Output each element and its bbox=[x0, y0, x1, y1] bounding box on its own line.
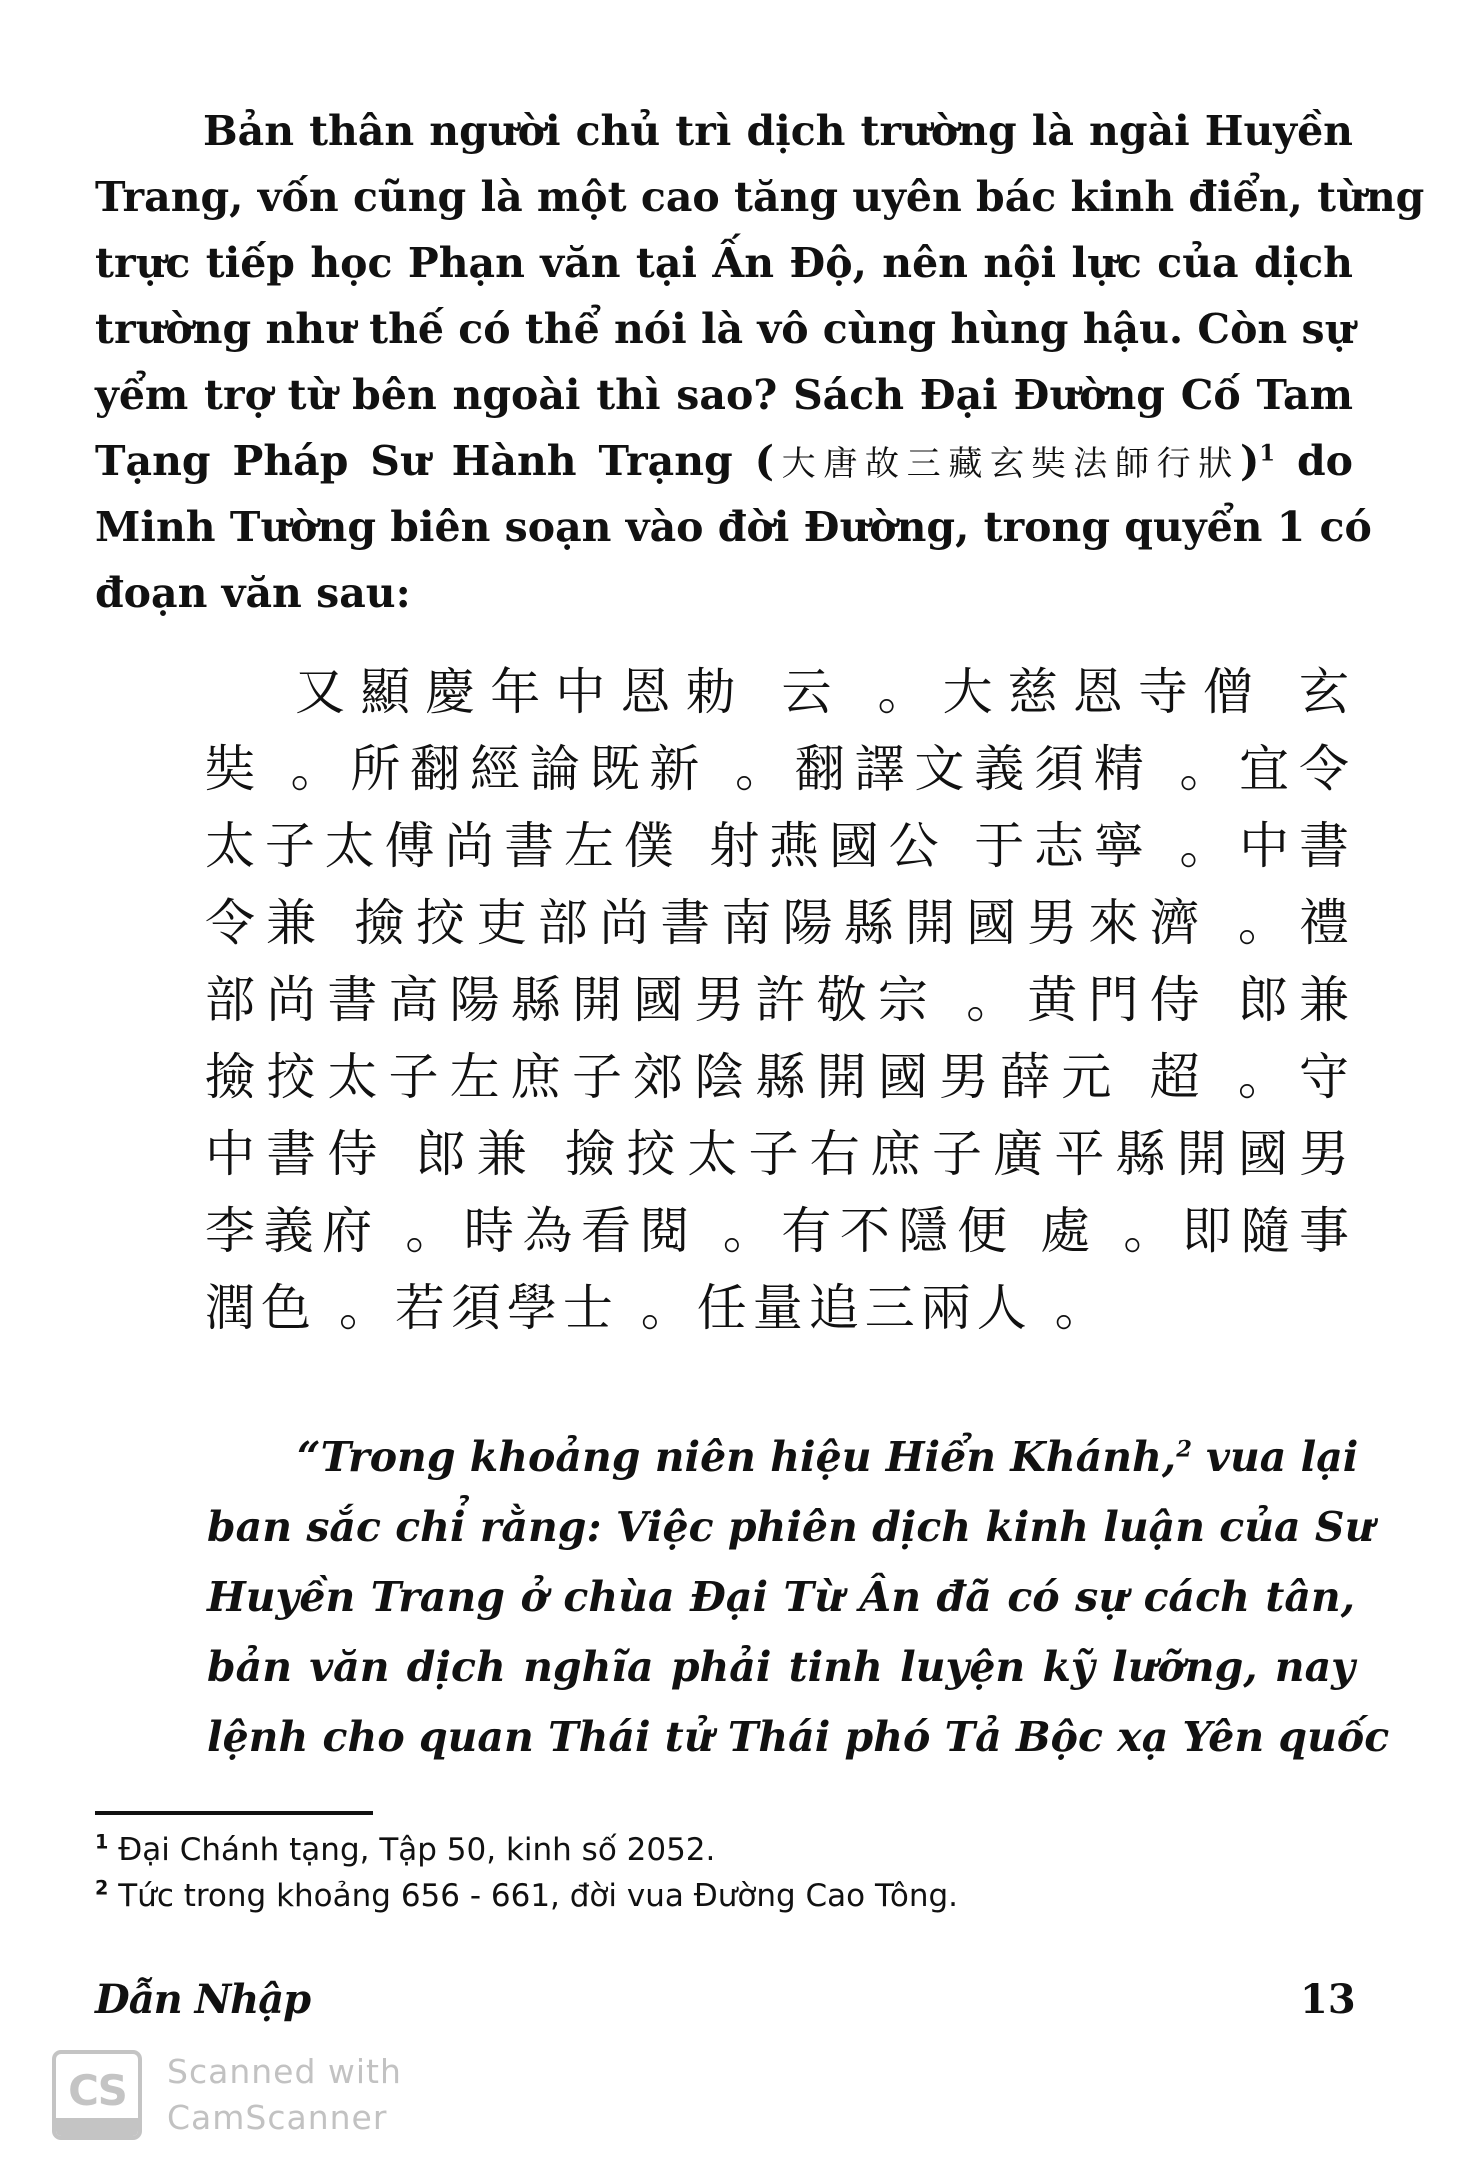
footnote-separator bbox=[95, 1811, 373, 1815]
body-line-6-after: do bbox=[1275, 437, 1353, 485]
watermark-line-2: CamScanner bbox=[167, 2098, 388, 2137]
chinese-book-title: 大唐故三藏玄奘法師行狀 bbox=[774, 444, 1240, 484]
camscanner-logo-icon bbox=[52, 2050, 142, 2140]
footnote-1-text: Đại Chánh tạng, Tập 50, kinh số 2052. bbox=[108, 1832, 716, 1868]
translation-line-4: bản văn dịch nghĩa phải tinh luyện kỹ lưỡng, nay bbox=[207, 1643, 1355, 1691]
body-line-6-before: Tạng Pháp Sư Hành Trạng ( bbox=[95, 437, 775, 485]
footnote-ref-2[interactable]: 2 bbox=[1176, 1436, 1192, 1463]
body-line-4: trường như thế có thể nói là vô cùng hùng hậu. Còn sự bbox=[95, 305, 1355, 353]
chinese-line-9: 潤色 。若須學士 。任量追三兩人 。 bbox=[205, 1279, 1111, 1337]
translation-line-3: Huyền Trang ở chùa Đại Từ Ân đã có sự cách tân, bbox=[207, 1573, 1355, 1621]
chinese-line-2: 奘 。所翻經論既新 。翻譯文義須精 。宜令 bbox=[205, 740, 1355, 798]
translation-line-1-before: “Trong khoảng niên hiệu Hiển Khánh, bbox=[297, 1433, 1177, 1481]
footnote-ref-1[interactable]: 1 bbox=[1259, 440, 1276, 467]
watermark-line-1: Scanned with bbox=[167, 2052, 402, 2091]
chinese-line-3: 太子太傅尚書左僕 射燕國公 于志寧 。中書 bbox=[205, 817, 1355, 875]
footnote-1-number: 1 bbox=[95, 1830, 109, 1854]
chinese-line-1: 又顯慶年中恩勅 云 。大慈恩寺僧 玄 bbox=[295, 663, 1355, 721]
chinese-line-8: 李義府 。時為看閱 。有不隱便 處 。即隨事 bbox=[205, 1202, 1355, 1260]
footnote-2 bbox=[95, 1876, 958, 1916]
close-paren: ) bbox=[1239, 437, 1260, 485]
body-line-1: Bản thân người chủ trì dịch trường là ngài Huyền bbox=[203, 107, 1353, 155]
camscanner-logo-bar bbox=[56, 2118, 138, 2136]
chinese-line-4: 令兼 撿挍吏部尚書南陽縣開國男來濟 。禮 bbox=[205, 894, 1355, 952]
running-title: Dẫn Nhập bbox=[95, 1976, 311, 2023]
footnote-2-number: 2 bbox=[95, 1876, 109, 1900]
translation-line-1-after: vua lại bbox=[1191, 1433, 1359, 1481]
chinese-line-5: 部尚書高陽縣開國男許敬宗 。黄門侍 郎兼 bbox=[205, 971, 1355, 1029]
footnote-1 bbox=[95, 1830, 715, 1870]
footnote-2-text: Tức trong khoảng 656 - 661, đời vua Đường Cao Tông. bbox=[108, 1878, 959, 1914]
chinese-line-6: 撿挍太子左庶子郊陰縣開國男薛元 超 。守 bbox=[205, 1048, 1355, 1106]
body-line-3: trực tiếp học Phạn văn tại Ấn Độ, nên nội lực của dịch bbox=[95, 239, 1353, 287]
body-line-5: yểm trợ từ bên ngoài thì sao? Sách Đại Đường Cố Tam bbox=[95, 371, 1353, 419]
translation-line-1 bbox=[297, 1432, 1359, 1482]
body-line-7: Minh Tường biên soạn vào đời Đường, trong quyển 1 có bbox=[95, 503, 1372, 551]
translation-line-5: lệnh cho quan Thái tử Thái phó Tả Bộc xạ Yên quốc bbox=[207, 1713, 1390, 1761]
body-line-8: đoạn văn sau: bbox=[95, 569, 411, 617]
chinese-line-7: 中書侍 郎兼 撿挍太子右庶子廣平縣開國男 bbox=[205, 1125, 1355, 1183]
camscanner-logo-text: CS bbox=[68, 2066, 126, 2115]
body-line-6 bbox=[95, 436, 1353, 486]
body-line-2: Trang, vốn cũng là một cao tăng uyên bác kinh điển, từng bbox=[95, 173, 1425, 221]
page-number: 13 bbox=[1300, 1976, 1356, 2023]
translation-line-2: ban sắc chỉ rằng: Việc phiên dịch kinh luận của Sư bbox=[207, 1503, 1375, 1551]
